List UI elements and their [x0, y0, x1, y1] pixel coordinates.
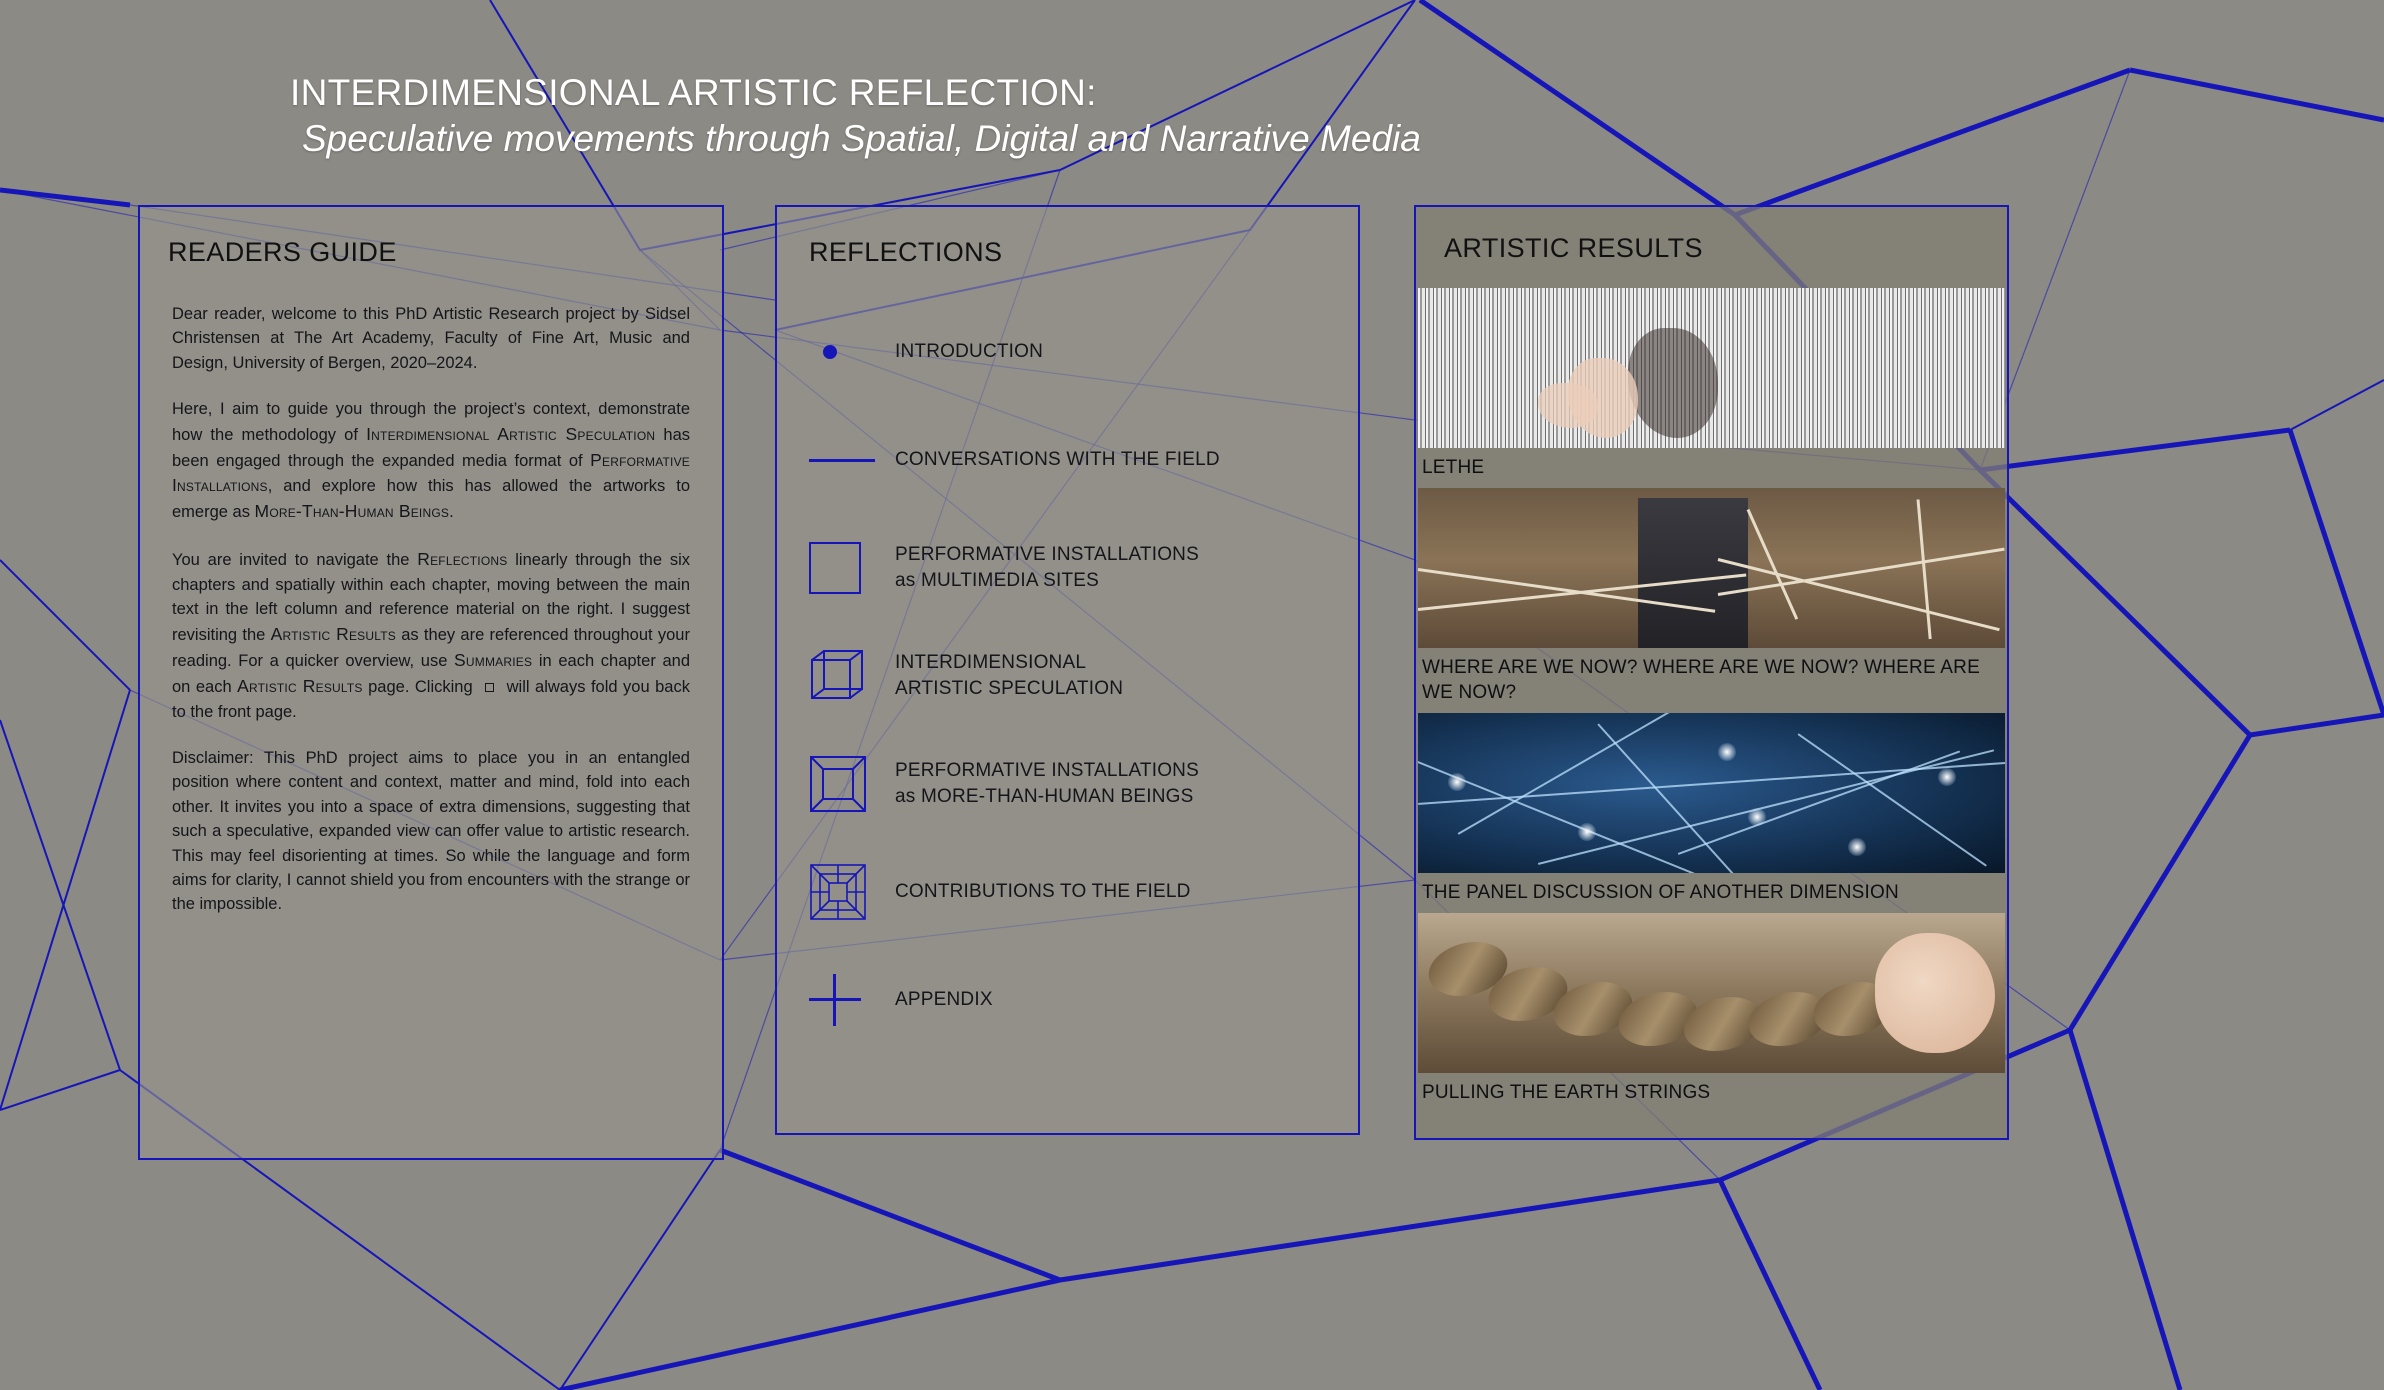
- term-summaries: Summaries: [454, 649, 533, 670]
- dash-icon: [809, 459, 895, 462]
- artistic-result-panel-discussion[interactable]: [1416, 713, 2007, 913]
- term-performative-installations: Performative Installations: [172, 449, 690, 496]
- reflections-item-performative-installations-multimedia-sites[interactable]: [777, 514, 1358, 622]
- artistic-result-caption: THE PANEL DISCUSSION OF ANOTHER DIMENSION: [1422, 881, 1899, 903]
- reflections-item-label: PERFORMATIVE INSTALLATIONS as MORE-THAN-HUMAN BEINGS: [895, 759, 1199, 807]
- hypercube-icon: [809, 863, 895, 921]
- reflections-panel: [775, 205, 1360, 1135]
- readers-guide-paragraph-2: Here, I aim to guide you through the project’s context, demonstrate how the methodology of Interdimensional Artistic Speculation has been engaged through the expanded media format of Performative Installations, and explore how this has allowed the artworks to emerge as More-Than-Human Beings.: [172, 400, 691, 522]
- lethe-thumbnail[interactable]: [1418, 288, 2005, 448]
- reflections-item-performative-installations-more-than-human-beings[interactable]: [777, 730, 1358, 838]
- reflections-item-label: INTERDIMENSIONAL ARTISTIC SPECULATION: [895, 651, 1124, 699]
- panel-discussion-thumbnail[interactable]: [1418, 713, 2005, 873]
- reflections-item-appendix[interactable]: [777, 946, 1358, 1054]
- readers-guide-paragraph-3: You are invited to navigate the Reflections linearly through the six chapters and spatially within each chapter, moving between the main text in the left column and reference material on the right. I suggest revisiting the Artistic Results as they are referenced throughout your reading. For a quicker overview, use Summaries in each chapter and on each Artistic Results page. Clicking will always fold you back to the front page.: [172, 549, 690, 721]
- reflections-item-interdimensional-artistic-speculation[interactable]: [777, 622, 1358, 730]
- page-title: [290, 70, 1421, 163]
- readers-guide-heading: READERS GUIDE: [168, 237, 397, 267]
- readers-guide-paragraph-1: Dear reader, welcome to this PhD Artistic Research project by Sidsel Christensen at The Art Academy, Faculty of Fine Art, Music and Design, University of Bergen, 2020–2024.: [172, 305, 690, 372]
- reflections-heading: REFLECTIONS: [809, 237, 1003, 267]
- plus-icon: [809, 974, 895, 1026]
- reflections-list: [777, 298, 1358, 1054]
- artistic-result-pulling-the-earth-strings[interactable]: [1416, 913, 2007, 1113]
- term-artistic-results: Artistic Results: [270, 623, 396, 644]
- artistic-result-where-are-we-now[interactable]: [1416, 488, 2007, 713]
- artistic-results-panel: [1414, 205, 2009, 1140]
- fold-back-icon: [485, 683, 494, 692]
- artistic-results-list: [1416, 288, 2007, 1112]
- artistic-result-caption: WHERE ARE WE NOW? WHERE ARE WE NOW? WHERE ARE WE NOW?: [1422, 656, 1980, 704]
- term-reflections: Reflections: [417, 549, 508, 570]
- pulling-earth-strings-thumbnail[interactable]: [1418, 913, 2005, 1073]
- cube-icon: [809, 647, 895, 705]
- reflections-item-label: PERFORMATIVE INSTALLATIONS as MULTIMEDIA SITES: [895, 543, 1199, 591]
- term-artistic-results-2: Artistic Results: [237, 675, 363, 696]
- readers-guide-body: [172, 302, 690, 917]
- reflections-item-label: CONTRIBUTIONS TO THE FIELD: [895, 880, 1191, 902]
- artistic-result-lethe[interactable]: [1416, 288, 2007, 488]
- reflections-item-conversations-with-the-field[interactable]: [777, 406, 1358, 514]
- square-icon: [809, 542, 895, 594]
- term-more-than-human-beings: More-Than-Human Beings: [254, 501, 450, 522]
- readers-guide-panel: [138, 205, 724, 1160]
- readers-guide-paragraph-4: Disclaimer: This PhD project aims to place you in an entangled position where content and context, matter and mind, fold into each other. It invites you into a space of extra dimensions, suggesting that such a speculative, expanded view can offer value to artistic research. This may feel disorienting at times. So while the language and form aims for clarity, I cannot shield you from encounters with the strange or the impossible.: [172, 748, 690, 914]
- artistic-result-caption: LETHE: [1422, 457, 1485, 478]
- term-interdimensional-artistic-speculation: Interdimensional Artistic Speculation: [366, 423, 656, 444]
- dot-icon: [809, 345, 895, 359]
- reflections-item-label: INTRODUCTION: [895, 340, 1044, 362]
- artistic-result-caption: PULLING THE EARTH STRINGS: [1422, 1081, 1711, 1103]
- reflections-item-introduction[interactable]: [777, 298, 1358, 406]
- title-line-2: Speculative movements through Spatial, Digital and Narrative Media: [302, 118, 1421, 160]
- artistic-results-heading: ARTISTIC RESULTS: [1444, 233, 1703, 263]
- where-are-we-now-thumbnail[interactable]: [1418, 488, 2005, 648]
- tesseract-icon: [809, 755, 895, 813]
- title-line-1: INTERDIMENSIONAL ARTISTIC REFLECTION:: [290, 72, 1097, 113]
- reflections-item-label: CONVERSATIONS WITH THE FIELD: [895, 448, 1220, 470]
- reflections-item-label: APPENDIX: [895, 988, 993, 1010]
- reflections-item-contributions-to-the-field[interactable]: [777, 838, 1358, 946]
